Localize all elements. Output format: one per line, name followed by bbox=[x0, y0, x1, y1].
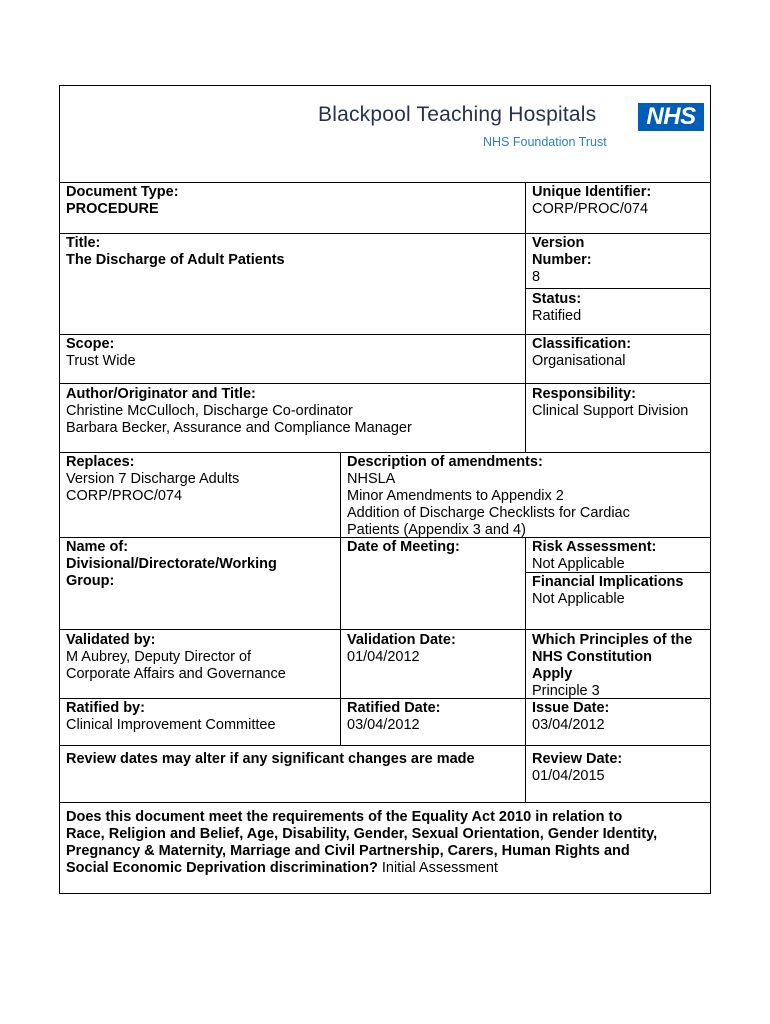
principles-label-3: Apply bbox=[532, 666, 573, 682]
status-value: Ratified bbox=[532, 308, 582, 324]
replaces-line-1: Version 7 Discharge Adults bbox=[66, 471, 240, 487]
equality-line-2: Race, Religion and Belief, Age, Disability, Gender, Sexual Orientation, Gender Identity, bbox=[66, 826, 658, 842]
principles-label-1: Which Principles of the bbox=[532, 632, 693, 648]
unique-id-label: Unique Identifier: bbox=[532, 184, 652, 200]
version-cell bbox=[526, 235, 598, 286]
amendments-cell bbox=[341, 454, 636, 539]
classification-cell bbox=[526, 336, 637, 370]
divider bbox=[525, 288, 711, 289]
validated-by-line-2: Corporate Affairs and Governance bbox=[66, 666, 286, 682]
validation-date-cell bbox=[341, 632, 462, 666]
title-cell bbox=[60, 235, 291, 269]
responsibility-label: Responsibility: bbox=[532, 386, 636, 402]
risk-label: Risk Assessment: bbox=[532, 539, 657, 555]
author-cell bbox=[60, 386, 418, 437]
meeting-cell bbox=[341, 539, 466, 556]
author-line-1: Christine McCulloch, Discharge Co-ordinator bbox=[66, 403, 353, 419]
risk-value: Not Applicable bbox=[532, 556, 625, 572]
financial-cell bbox=[526, 574, 689, 608]
divider bbox=[59, 334, 711, 335]
ratified-date-cell bbox=[341, 700, 446, 734]
version-value: 8 bbox=[532, 269, 541, 285]
author-label: Author/Originator and Title: bbox=[66, 386, 256, 402]
meeting-label: Date of Meeting: bbox=[347, 539, 460, 555]
amendments-label: Description of amendments: bbox=[347, 454, 543, 470]
version-label-2: Number: bbox=[532, 252, 592, 268]
amendments-line-2: Minor Amendments to Appendix 2 bbox=[347, 488, 564, 504]
doc-type-value: PROCEDURE bbox=[66, 201, 159, 217]
status-label: Status: bbox=[532, 291, 582, 307]
org-subtitle: NHS Foundation Trust bbox=[483, 135, 607, 149]
equality-line-1: Does this document meet the requirements of the Equality Act 2010 in relation to bbox=[66, 809, 623, 825]
group-label-3: Group: bbox=[66, 573, 115, 589]
ratified-by-value: Clinical Improvement Committee bbox=[66, 717, 276, 733]
validated-by-cell bbox=[60, 632, 292, 683]
org-name: Blackpool Teaching Hospitals bbox=[318, 103, 597, 126]
group-label-2: Divisional/Directorate/Working bbox=[66, 556, 277, 572]
author-line-2: Barbara Becker, Assurance and Compliance Manager bbox=[66, 420, 412, 436]
validation-date-label: Validation Date: bbox=[347, 632, 456, 648]
group-cell bbox=[60, 539, 283, 590]
principles-cell bbox=[526, 632, 698, 700]
replaces-line-2: CORP/PROC/074 bbox=[66, 488, 183, 504]
divider bbox=[59, 182, 711, 183]
risk-cell bbox=[526, 539, 662, 573]
status-cell bbox=[526, 291, 587, 325]
review-date-value: 01/04/2015 bbox=[532, 768, 605, 784]
issue-date-value: 03/04/2012 bbox=[532, 717, 605, 733]
validated-by-line-1: M Aubrey, Deputy Director of bbox=[66, 649, 252, 665]
divider bbox=[59, 629, 711, 630]
group-label-1: Name of: bbox=[66, 539, 129, 555]
scope-value: Trust Wide bbox=[66, 353, 136, 369]
amendments-line-1: NHSLA bbox=[347, 471, 396, 487]
amendments-line-3: Addition of Discharge Checklists for Cardiac bbox=[347, 505, 630, 521]
ratified-by-cell bbox=[60, 700, 282, 734]
financial-value: Not Applicable bbox=[532, 591, 625, 607]
equality-question: Social Economic Deprivation discrimination? bbox=[66, 860, 378, 876]
replaces-label: Replaces: bbox=[66, 454, 135, 470]
title-label: Title: bbox=[66, 235, 101, 251]
divider bbox=[59, 745, 711, 746]
responsibility-value: Clinical Support Division bbox=[532, 403, 689, 419]
unique-id-value: CORP/PROC/074 bbox=[532, 201, 649, 217]
classification-label: Classification: bbox=[532, 336, 632, 352]
title-value: The Discharge of Adult Patients bbox=[66, 252, 285, 268]
divider bbox=[59, 452, 711, 453]
nhs-logo-icon: NHS bbox=[638, 103, 704, 131]
divider bbox=[59, 383, 711, 384]
classification-value: Organisational bbox=[532, 353, 626, 369]
divider bbox=[59, 802, 711, 803]
unique-id-cell bbox=[526, 184, 657, 218]
issue-date-cell bbox=[526, 700, 615, 734]
equality-answer: Initial Assessment bbox=[377, 860, 498, 876]
equality-line-3: Pregnancy & Maternity, Marriage and Civil Partnership, Carers, Human Rights and bbox=[66, 843, 630, 859]
scope-cell bbox=[60, 336, 142, 370]
ratified-date-label: Ratified Date: bbox=[347, 700, 441, 716]
validation-date-value: 01/04/2012 bbox=[347, 649, 420, 665]
ratified-date-value: 03/04/2012 bbox=[347, 717, 420, 733]
divider bbox=[59, 233, 711, 234]
review-date-label: Review Date: bbox=[532, 751, 623, 767]
doc-type-cell bbox=[60, 184, 185, 218]
validated-by-label: Validated by: bbox=[66, 632, 156, 648]
review-note: Review dates may alter if any significant changes are made bbox=[66, 751, 475, 767]
doc-type-label: Document Type: bbox=[66, 184, 179, 200]
review-note-cell bbox=[60, 751, 481, 768]
principles-value: Principle 3 bbox=[532, 683, 600, 699]
financial-label: Financial Implications bbox=[532, 574, 684, 590]
review-date-cell bbox=[526, 751, 628, 785]
principles-label-2: NHS Constitution bbox=[532, 649, 653, 665]
ratified-by-label: Ratified by: bbox=[66, 700, 145, 716]
equality-cell bbox=[60, 809, 663, 877]
replaces-cell bbox=[60, 454, 245, 505]
issue-date-label: Issue Date: bbox=[532, 700, 610, 716]
amendments-line-4: Patients (Appendix 3 and 4) bbox=[347, 522, 526, 538]
version-label: Version bbox=[532, 235, 585, 251]
scope-label: Scope: bbox=[66, 336, 115, 352]
responsibility-cell bbox=[526, 386, 694, 420]
